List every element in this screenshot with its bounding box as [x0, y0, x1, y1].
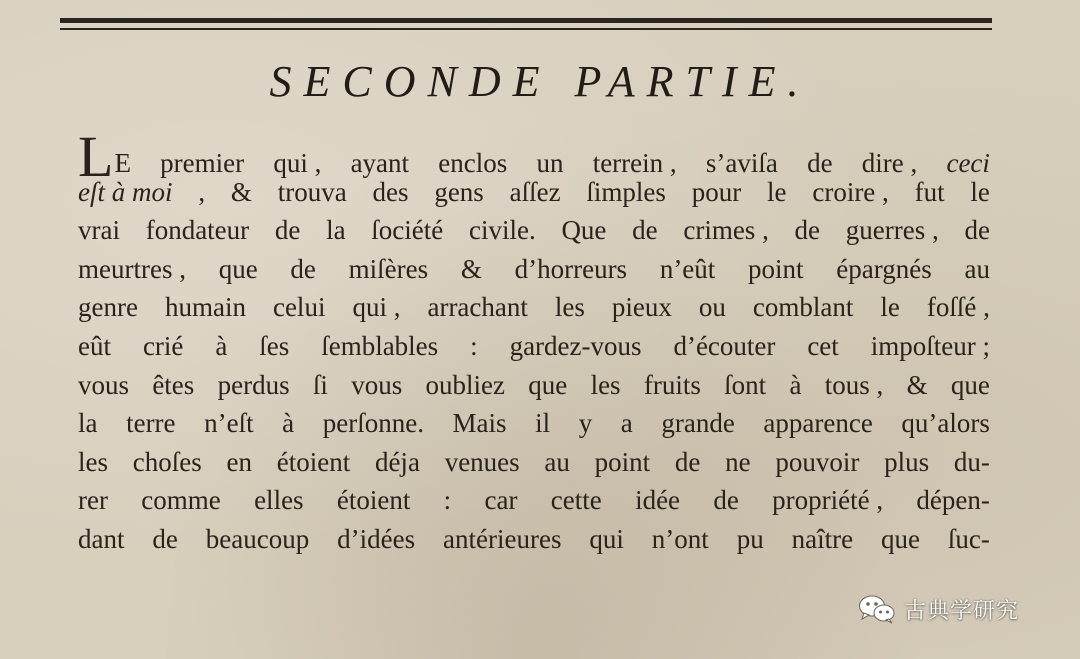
text-line [78, 520, 990, 559]
word: propriété , [772, 485, 884, 516]
word-rest: E [114, 148, 131, 178]
word: ſimples [586, 176, 666, 207]
word: crié [142, 330, 184, 361]
word: des [372, 176, 409, 207]
word: que [528, 369, 568, 400]
word: les [590, 369, 621, 400]
word: Mais [452, 408, 507, 439]
word: gens [434, 176, 484, 207]
word: ſont [724, 369, 767, 400]
word: d’idées [337, 523, 416, 554]
word: dépen- [916, 485, 990, 516]
word: pu [736, 523, 764, 554]
word: aſſez [509, 176, 561, 207]
word: : [443, 485, 452, 516]
word: qu’alors [901, 408, 990, 439]
word: genre [78, 292, 138, 323]
word: & [906, 369, 928, 400]
word: ſuc- [947, 523, 990, 554]
word: il [535, 408, 551, 439]
word: êtes [152, 369, 195, 400]
word: apparence [763, 408, 873, 439]
word: rer [78, 485, 108, 516]
word: au [544, 446, 570, 477]
word: ayant [350, 148, 410, 178]
word: pieux [611, 292, 672, 323]
word: de [632, 215, 658, 246]
word: de [152, 523, 178, 554]
word: premier [160, 148, 245, 178]
word: étoient [276, 446, 351, 477]
word: & [460, 253, 482, 284]
word: , [198, 176, 206, 207]
word: ceci [946, 148, 990, 178]
wechat-icon [858, 594, 896, 624]
word: crimes , [683, 215, 769, 246]
word: pour [691, 176, 742, 207]
word: de [964, 215, 990, 246]
word: beaucoup [205, 523, 310, 554]
word: perſonne. [322, 408, 424, 439]
word: déja [374, 446, 420, 477]
word: ſi [312, 369, 328, 400]
text-line [78, 124, 990, 189]
word: fruits [643, 369, 701, 400]
word: que [880, 523, 920, 554]
word: n’eſt [204, 408, 254, 439]
word: naître [791, 523, 854, 554]
word: gardez-vous [509, 330, 642, 361]
word: n’ont [651, 523, 709, 554]
word: à [789, 369, 802, 400]
word: ſes [259, 330, 290, 361]
word: antérieures [443, 523, 562, 554]
word: point [594, 446, 651, 477]
word: trouva [277, 176, 347, 207]
body-text [78, 124, 990, 559]
word: de [290, 253, 316, 284]
word: terre [126, 408, 176, 439]
word: & [230, 176, 252, 207]
word: terrein , [592, 148, 677, 178]
word: vous [351, 369, 403, 400]
word: elles [254, 485, 304, 516]
word: à [215, 330, 228, 361]
word: grande [661, 408, 735, 439]
text-line [78, 288, 990, 327]
word: dant [78, 523, 125, 554]
word: fondateur [145, 215, 250, 246]
word: Que [561, 215, 607, 246]
word: que [218, 253, 258, 284]
word: ſociété [371, 215, 444, 246]
word: qui , [352, 292, 401, 323]
word: idée [635, 485, 681, 516]
word: meurtres , [78, 253, 186, 284]
word: ou [698, 292, 726, 323]
word: de [274, 215, 301, 246]
word: civile. [468, 215, 536, 246]
text-line [78, 327, 990, 366]
word: cet [807, 330, 839, 361]
word: y [578, 408, 593, 439]
word: impoſteur ; [870, 330, 990, 361]
word: choſes [132, 446, 202, 477]
word: a [620, 408, 633, 439]
word: perdus [217, 369, 290, 400]
word: oubliez [425, 369, 505, 400]
word: épargnés [836, 253, 932, 284]
word: de [674, 446, 701, 477]
word: dire , [861, 148, 918, 178]
word: fut [914, 176, 945, 207]
word: plus [884, 446, 930, 477]
header-rule-thin [60, 28, 992, 30]
word: un [536, 148, 564, 178]
word: n’eût [659, 253, 716, 284]
word: eût [78, 330, 111, 361]
word: pouvoir [775, 446, 860, 477]
word: le [767, 176, 787, 207]
word: les [78, 446, 108, 477]
word: qui [589, 523, 624, 554]
word: du- [953, 446, 990, 477]
header-rule-thick [60, 18, 992, 23]
word: comme [141, 485, 221, 516]
text-line [78, 366, 990, 405]
word: d’horreurs [514, 253, 628, 284]
watermark-text: 古典学研究 [904, 598, 1020, 624]
word: comblant [752, 292, 854, 323]
word: la [78, 408, 98, 439]
word: d’écouter [673, 330, 776, 361]
word: : [470, 330, 478, 361]
word: ſemblables [321, 330, 439, 361]
word: ne [725, 446, 751, 477]
chapter-heading: SECONDE PARTIE. [269, 57, 811, 106]
word: croire , [812, 176, 889, 207]
word: de [713, 485, 739, 516]
text-line [78, 443, 990, 482]
word: le [880, 292, 900, 323]
word: qui , [273, 148, 322, 178]
word: humain [164, 292, 246, 323]
word: point [748, 253, 804, 284]
word: au [964, 253, 990, 284]
drop-cap: L [78, 124, 114, 189]
word: de [794, 215, 821, 246]
word: le [970, 176, 990, 207]
word: tous , [824, 369, 884, 400]
word: les [554, 292, 585, 323]
word: vous [78, 369, 130, 400]
word: foſſé , [926, 292, 990, 323]
word: vrai [78, 215, 120, 246]
word: à [282, 408, 295, 439]
word: eſt à moi [78, 176, 173, 207]
watermark [858, 588, 1019, 630]
word: celui [272, 292, 326, 323]
text-line [78, 404, 990, 443]
word: la [326, 215, 346, 246]
word: guerres , [845, 215, 939, 246]
word: en [226, 446, 252, 477]
word: de [807, 148, 833, 178]
word: arrachant [427, 292, 528, 323]
text-line [78, 211, 990, 250]
word: enclos [438, 148, 508, 178]
text-line [78, 481, 990, 520]
word: cette [550, 485, 602, 516]
text-line [78, 250, 990, 289]
word: miſères [348, 253, 429, 284]
word: que [950, 369, 990, 400]
word: car [484, 485, 518, 516]
word: s’aviſa [705, 148, 778, 178]
word: venues [444, 446, 520, 477]
word: étoient [336, 485, 411, 516]
